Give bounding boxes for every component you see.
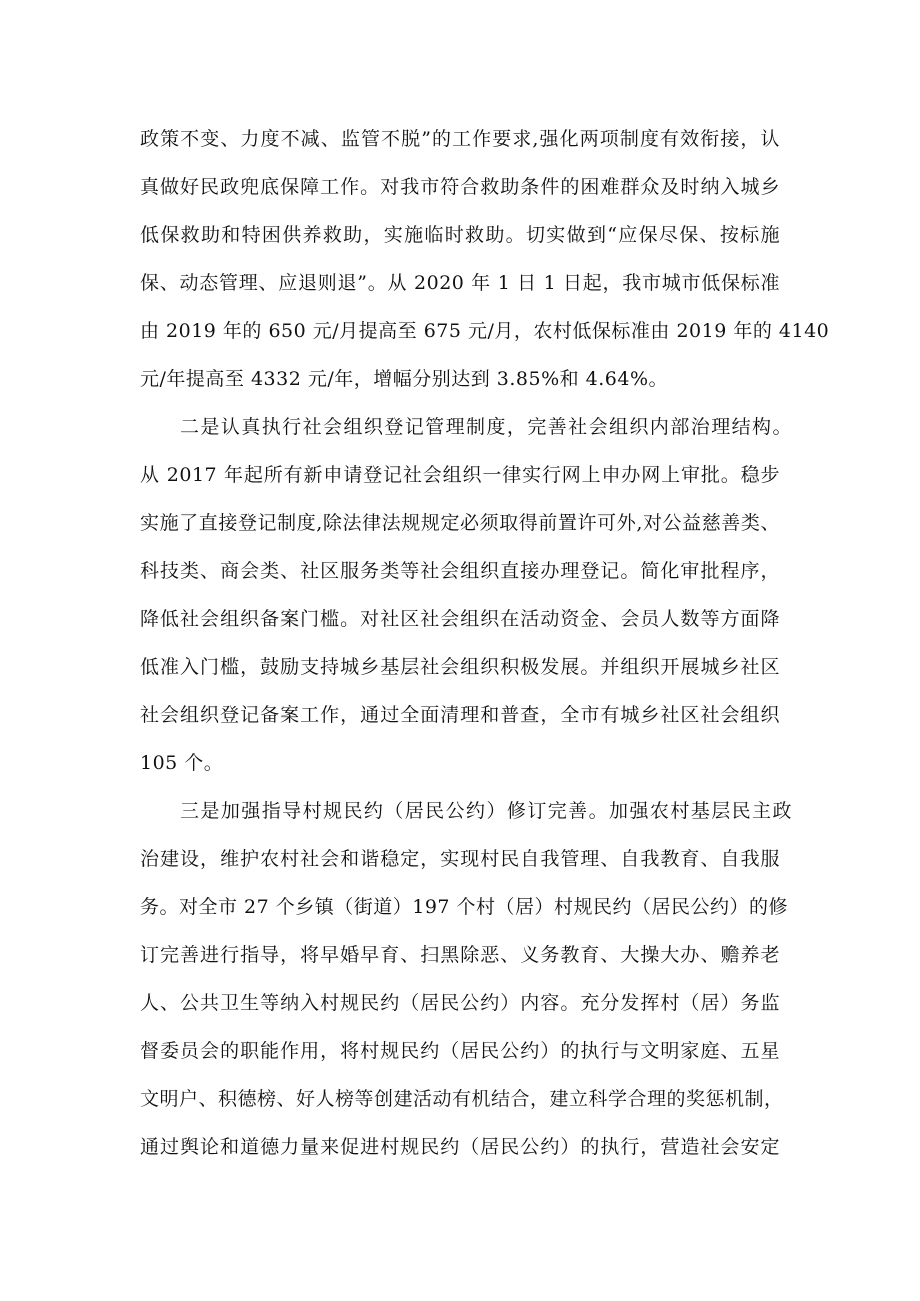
paragraph-1-line-1: 政策不变、力度不减、监管不脱”的工作要求,强化两项制度有效衔接，认 bbox=[140, 128, 780, 150]
paragraph-3-line-7: 文明户、积德榜、好人榜等创建活动有机结合，建立科学合理的奖惩机制， bbox=[140, 1088, 784, 1110]
paragraph-2-line-1: 二是认真执行社会组织登记管理制度，完善社会组织内部治理结构。 bbox=[180, 416, 792, 438]
paragraph-3-line-2: 治建设，维护农村社会和谐稳定，实现村民自我管理、自我教育、自我服 bbox=[140, 848, 780, 870]
paragraph-3-line-4: 订完善进行指导，将早婚早育、扫黑除恶、义务教育、大操大办、赡养老 bbox=[140, 944, 780, 966]
paragraph-3-line-8: 通过舆论和道德力量来促进村规民约（居民公约）的执行，营造社会安定 bbox=[140, 1136, 780, 1158]
paragraph-2-line-8: 105 个。 bbox=[140, 752, 224, 774]
paragraph-3-line-3: 务。对全市 27 个乡镇（街道）197 个村（居）村规民约（居民公约）的修 bbox=[140, 896, 789, 918]
paragraph-3-line-6: 督委员会的职能作用，将村规民约（居民公约）的执行与文明家庭、五星 bbox=[140, 1040, 780, 1062]
paragraph-2-line-3: 实施了直接登记制度,除法律法规规定必须取得前置许可外,对公益慈善类、 bbox=[140, 512, 780, 534]
paragraph-1-line-3: 低保救助和特困供养救助，实施临时救助。切实做到“应保尽保、按标施 bbox=[140, 224, 780, 246]
paragraph-3-line-5: 人、公共卫生等纳入村规民约（居民公约）内容。充分发挥村（居）务监 bbox=[140, 992, 780, 1014]
paragraph-1-line-2: 真做好民政兜底保障工作。对我市符合救助条件的困难群众及时纳入城乡 bbox=[140, 176, 780, 198]
paragraph-2-line-4: 科技类、商会类、社区服务类等社会组织直接办理登记。简化审批程序， bbox=[140, 560, 780, 582]
paragraph-2-line-6: 低准入门槛，鼓励支持城乡基层社会组织积极发展。并组织开展城乡社区 bbox=[140, 656, 780, 678]
paragraph-3-line-1: 三是加强指导村规民约（居民公约）修订完善。加强农村基层民主政 bbox=[180, 800, 792, 822]
paragraph-1-line-6: 元/年提高至 4332 元/年，增幅分别达到 3.85%和 4.64%。 bbox=[140, 368, 669, 390]
paragraph-2-line-7: 社会组织登记备案工作，通过全面清理和普查，全市有城乡社区社会组织 bbox=[140, 704, 780, 726]
paragraph-1-line-5: 由 2019 年的 650 元/月提高至 675 元/月，农村低保标准由 2019 年的 4140 bbox=[140, 320, 830, 342]
paragraph-2-line-2: 从 2017 年起所有新申请登记社会组织一律实行网上申办网上审批。稳步 bbox=[140, 464, 780, 486]
paragraph-1-line-4: 保、动态管理、应退则退”。从 2020 年 1 日 1 日起，我市城市低保标准 bbox=[140, 272, 780, 294]
paragraph-2-line-5: 降低社会组织备案门槛。对社区社会组织在活动资金、会员人数等方面降 bbox=[140, 608, 780, 630]
